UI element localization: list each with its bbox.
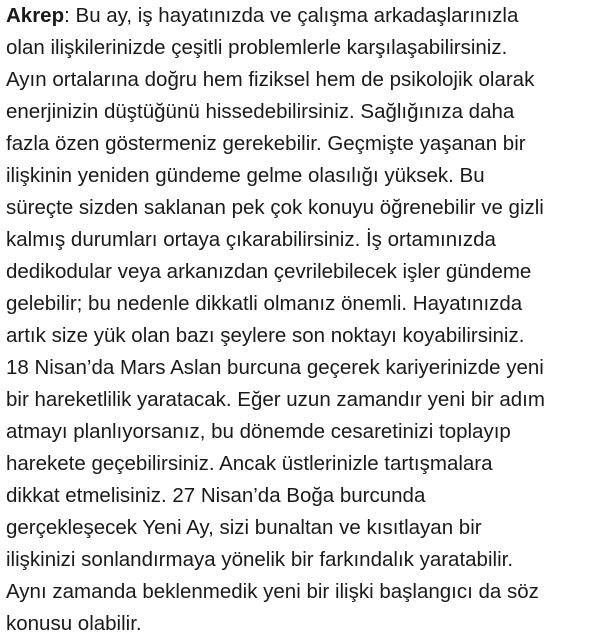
- text-line: ilişkinizi sonlandırmaya yönelik bir farkındalık yaratabilir.: [6, 548, 514, 571]
- text-line: gerçekleşecek Yeni Ay, sizi bunaltan ve kısıtlayan bir: [6, 516, 482, 539]
- horoscope-paragraph: [6, 0, 594, 640]
- text-line: konusu olabilir.: [6, 612, 142, 635]
- text-line: fazla özen göstermeniz gerekebilir. Geçmişte yaşanan bir: [6, 132, 526, 155]
- text-line: harekete geçebilirsiniz. Ancak üstlerinizle tartışmalara: [6, 452, 493, 475]
- text-line: dikkat etmelisiniz. 27 Nisan’da Boğa burcunda: [6, 484, 426, 507]
- sign-name: Akrep: [6, 4, 65, 27]
- text-line: süreçte sizden saklanan pek çok konuyu öğrenebilir ve gizli: [6, 196, 544, 219]
- text-line: bir hareketlilik yaratacak. Eğer uzun zamandır yeni bir adım: [6, 388, 545, 411]
- text-line: dedikodular veya arkanızdan çevrilebilecek işler gündeme: [6, 260, 532, 283]
- text-line: atmayı planlıyorsanız, bu dönemde cesaretinizi toplayıp: [6, 420, 511, 443]
- text-line: kalmış durumları ortaya çıkarabilirsiniz. İş ortamınızda: [6, 228, 496, 251]
- text-line: enerjinizin düştüğünü hissedebilirsiniz. Sağlığınıza daha: [6, 100, 515, 123]
- text-line: artık size yük olan bazı şeylere son noktayı koyabilirsiniz.: [6, 324, 525, 347]
- text-line: [6, 0, 594, 32]
- text-line: gelebilir; bu nedenle dikkatli olmanız önemli. Hayatınızda: [6, 292, 523, 315]
- text-line: 18 Nisan’da Mars Aslan burcuna geçerek kariyerinizde yeni: [6, 356, 544, 379]
- text-line: Aynı zamanda beklenmedik yeni bir ilişki başlangıcı da söz: [6, 580, 539, 603]
- text-line: olan ilişkilerinizde çeşitli problemlerle karşılaşabilirsiniz.: [6, 36, 508, 59]
- text-line: Ayın ortalarına doğru hem fiziksel hem de psikolojik olarak: [6, 68, 535, 91]
- line-text: Bu ay, iş hayatınızda ve çalışma arkadaşlarınızla: [75, 4, 519, 27]
- text-line: ilişkinin yeniden gündeme gelme olasılığı yüksek. Bu: [6, 164, 485, 187]
- sign-separator: :: [64, 4, 76, 27]
